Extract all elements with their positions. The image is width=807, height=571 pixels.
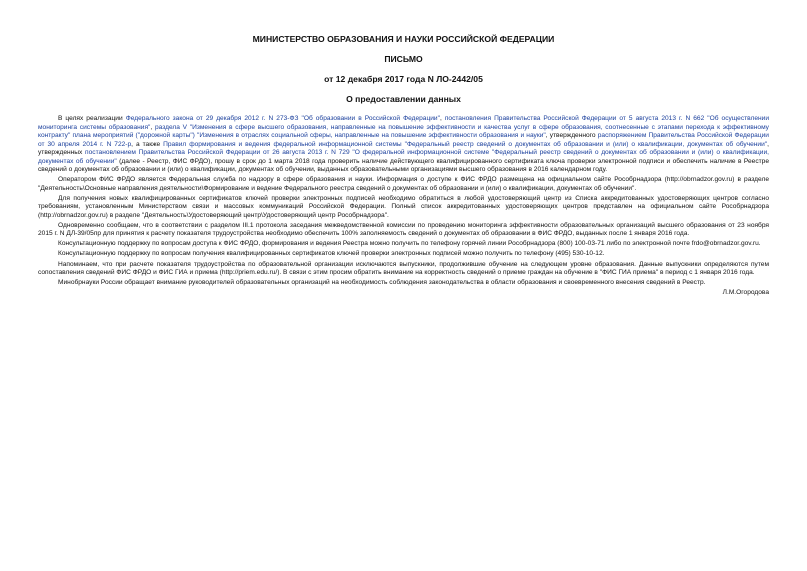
- paragraph: [38, 176, 769, 193]
- paragraph-text: ,: [150, 123, 155, 131]
- paragraph-text: Консультационную поддержку по вопросам получения квалифицированных сертификатов ключей проверки электронных подписей можно получить по телефону (495) 530-10-12.: [58, 250, 605, 258]
- paragraph-text: Напоминаем, что при расчете показателя трудоустройства по образовательной организации исключаются выпускники, продолжившие обучение на следующем уровне образования. Данные выпускники определяются путем сопоставления сведений ФИС ФРДО и ФИС ГИА и приема (http://priem.edu.ru/). В связи с этим просим обратить внимание на корректность сведений о приеме граждан на обучение в "ФИС ГИА приема" в период с 1 января 2016 года.: [38, 260, 769, 277]
- ministry-heading: МИНИСТЕРСТВО ОБРАЗОВАНИЯ И НАУКИ РОССИЙСКОЙ ФЕДЕРАЦИИ: [252, 34, 555, 44]
- legal-reference-link[interactable]: раздела V "Изменения в сфере высшего образования, направленные на повышение эффективности и качества услуг в сфере образования, соотнесенные с этапами перехода к эффективному контракту" плана мероприятий ("дорожной карты") "Изменения в отраслях социальной сферы, направленные на повышение эффективности образования и науки": [38, 123, 769, 139]
- paragraph: [38, 250, 769, 259]
- paragraph-text: , утвержденного: [545, 132, 598, 139]
- paragraph: [38, 222, 769, 239]
- signature: Л.М.Огородова: [722, 289, 769, 297]
- legal-reference-link[interactable]: Правил формирования и ведения федеральной информационной системы "Федеральный реестр сведений о документах об образовании и (или) о квалификации, документах об обучении": [163, 140, 768, 148]
- legal-reference-link[interactable]: распоряжением Правительства Российской Федерации от 30 апреля 2014 г. N 722-р: [38, 132, 769, 148]
- paragraph-text: Консультационную поддержку по вопросам доступа к ФИС ФРДО, формирования и ведения Реестра можно получить по телефону горячей линии Рособрнадзора (800) 100-03-71 либо по электронной почте frdo@obrnadzor.gov.ru.: [58, 240, 761, 248]
- legal-reference-link[interactable]: Федерального закона от 29 декабря 2012 г. N 273-ФЗ "Об образовании в Российской Федерации": [125, 115, 440, 122]
- document-date-number: от 12 декабря 2017 года N ЛО-2442/05: [324, 74, 483, 84]
- paragraph-text: ,: [439, 115, 445, 122]
- paragraph: [38, 261, 769, 278]
- paragraph: [38, 279, 769, 288]
- paragraph-text: , утвержденных: [38, 140, 769, 156]
- paragraph-text: Одновременно сообщаем, что в соответствии с разделом III.1 протокола заседания межведомственной комиссии по проведению мониторинга эффективности образовательных организаций высшего образования от 23 ноября 2015 г. N ДЛ-39/05пр для принятия к расчету показателя трудоустройства необходимо обеспечить 100% заполняемость сведений о документах об образовании в ФИС ФРДО, выданных после 1 января 2016 года.: [38, 221, 769, 238]
- paragraph-text: В целях реализации: [58, 115, 126, 122]
- paragraph: [38, 195, 769, 221]
- paragraph: [38, 115, 769, 175]
- paragraph-text: Для получения новых квалифицированных сертификатов ключей проверки электронных подписей необходимо обратиться в любой удостоверяющий центр из Списка аккредитованных удостоверяющих центров согласно требованиям, установленным Министерством связи и массовых коммуникаций Российской Федерации. Полный список аккредитованных удостоверяющих центров представлен на официальном сайте Рособрнадзора (http://obrnadzor.gov.ru) в разделе "Деятельность\Удостоверяющий центр\Удостоверяющий центр Рособрнадзора".: [38, 194, 769, 219]
- paragraph-text: (далее - Реестр, ФИС ФРДО), прошу в срок до 1 марта 2018 года проверить наличие действующего квалифицированного сертификата ключа проверки электронной подписи и обеспечить наличие в Реестре сведений о документах об образовании и (или) о квалификации, документах об обучении, выданных образовательными организациями высшего образования в 2016 календарном году.: [38, 157, 769, 173]
- paragraph: [38, 240, 769, 249]
- document-body: [38, 115, 769, 288]
- paragraph-text: , а также: [131, 140, 164, 148]
- document-subject: О предоставлении данных: [346, 94, 461, 104]
- paragraph-text: Минобрнауки России обращает внимание руководителей образовательных организаций на необходимость соблюдения законодательства в области образования и своевременного внесения сведений в Реестр.: [58, 279, 706, 287]
- legal-reference-link[interactable]: постановления Правительства Российской Федерации от 5 августа 2013 г. N 662 "Об осуществлении мониторинга системы образования": [38, 115, 770, 131]
- document-type: ПИСЬМО: [384, 54, 423, 64]
- legal-reference-link[interactable]: постановлением Правительства Российской Федерации от 26 августа 2013 г. N 729 "О федеральной информационной системе "Федеральный реестр сведений о документах об образовании и (или) о квалификации, документах об обучении": [38, 149, 770, 165]
- paragraph-text: Оператором ФИС ФРДО является Федеральная служба по надзору в сфере образования и науки. Информация о доступе к ФИС ФРДО размещена на официальном сайте Рособрнадзора (http://obrnadzor.gov.ru) в разделе "Деятельность\Основные направления деятельности\Формирование и ведение Федерального реестра сведений о документах об образовании и (или) о квалификации, документах об обучении".: [38, 176, 769, 192]
- document-page: [38, 34, 769, 298]
